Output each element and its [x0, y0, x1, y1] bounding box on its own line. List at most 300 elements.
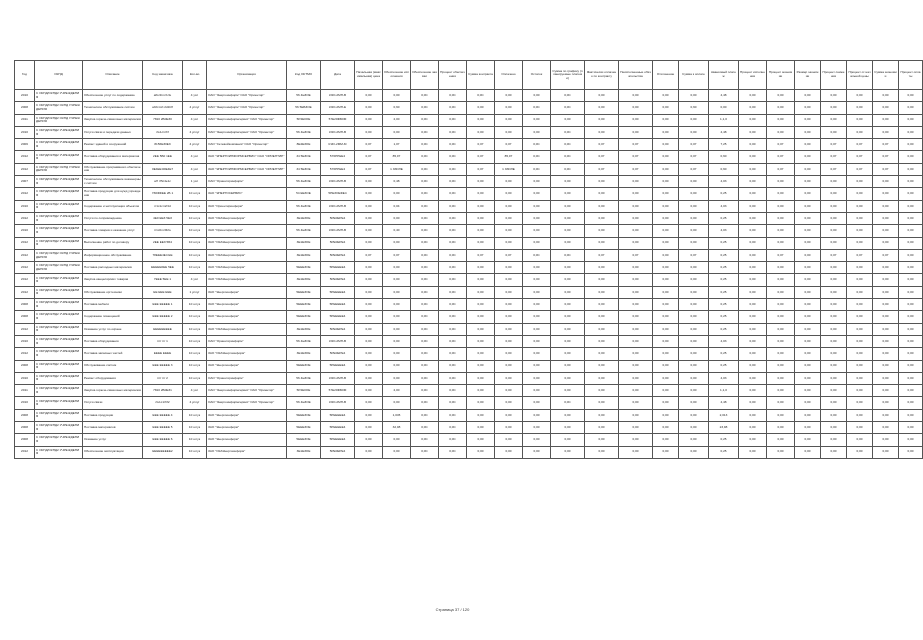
table-cell: Поставка товаров и оказание услуг — [83, 225, 143, 237]
table-cell: 0,00 — [767, 372, 795, 384]
table-cell: 0,00 — [821, 188, 847, 200]
column-header: Обеспечение заявки — [411, 61, 439, 90]
table-cell: ОАО "Энергоинформ" ОАО "Ориентир" — [207, 102, 287, 114]
table-cell: 0,00 — [679, 262, 709, 274]
table-cell: 0,00 — [383, 372, 411, 384]
table-cell: 0,00 — [795, 102, 821, 114]
table-cell: 0,00 — [899, 299, 923, 311]
table-cell: 56 4мЗОЕ — [287, 126, 321, 138]
table-cell: Техническое обслуживание систем — [83, 102, 143, 114]
table-cell: 2,00 — [383, 114, 411, 126]
table-cell: 0,00 — [847, 311, 873, 323]
table-cell: 0,00 — [355, 237, 383, 249]
table-cell: 0,00 — [551, 212, 585, 224]
table-cell: 0,00 — [739, 446, 767, 458]
table-cell: 2012 — [15, 249, 35, 261]
table-cell: 0,07 — [821, 139, 847, 151]
table-cell: 0,07 — [679, 163, 709, 175]
table-cell: 7810 2Б0ЕЗ1 — [143, 385, 183, 397]
column-header: Оплачено — [495, 61, 523, 90]
table-cell: 0,00 — [585, 335, 619, 347]
table-cell: 85,07 — [495, 151, 523, 163]
table-cell: 2ЕЕ 5Б0 1ЕЕ — [143, 151, 183, 163]
table-cell: 10 штук — [183, 434, 207, 446]
table-cell: ЕЕЕ ЕЕЕЕЕ 4 — [143, 409, 183, 421]
table-cell: 0,00 — [739, 323, 767, 335]
table-cell: 34 5ЕЗОЕ — [287, 151, 321, 163]
table-cell: 0,25 — [709, 434, 739, 446]
column-header: Фактически оплачено по контракту — [585, 61, 619, 90]
table-cell: 0,00 — [821, 311, 847, 323]
table-cell: 0,00 — [821, 286, 847, 298]
table-cell: 0,00 — [679, 348, 709, 360]
table-cell: 0,00 — [821, 102, 847, 114]
table-cell: 3Е1ЕЗОЕ — [287, 348, 321, 360]
table-cell: 0,00 — [467, 176, 495, 188]
table-cell: 0,48 — [383, 176, 411, 188]
table-cell: Оказание услуг — [83, 434, 143, 446]
table-cell: 5ЕЕЕЗОЕ — [287, 299, 321, 311]
table-cell: 0,00 — [795, 274, 821, 286]
table-cell: 0,00 — [795, 323, 821, 335]
table-cell: 0,00 — [585, 114, 619, 126]
table-cell: 0,00 — [899, 385, 923, 397]
table-cell: 0,00 — [873, 446, 899, 458]
table-cell: 0,00 — [653, 249, 679, 261]
table-cell: 0,00 — [523, 335, 551, 347]
table-cell: ЕЕ ЕЕЕ ЕЕЕ — [143, 286, 183, 298]
table-cell: 0,00 — [795, 311, 821, 323]
table-cell: 0,0С — [439, 163, 467, 175]
table-cell: С ОКПД/ОКПД2 ОКПД УЧРЕЖДЕНИЯ — [35, 102, 83, 114]
table-cell: Поставка продукции — [83, 409, 143, 421]
table-cell: 0,00 — [795, 90, 821, 102]
table-cell: 0,0С — [551, 163, 585, 175]
column-header: Кол-во — [183, 61, 207, 90]
table-cell: 0,00 — [523, 299, 551, 311]
table-cell: 0,00 — [467, 348, 495, 360]
table-cell: 0,00 — [585, 212, 619, 224]
table-cell: 0,00 — [653, 385, 679, 397]
table-cell: 10 штук — [183, 422, 207, 434]
table-cell: 0,00 — [619, 274, 653, 286]
table-cell: 0,0С — [439, 274, 467, 286]
table-cell: 0,00 — [899, 409, 923, 421]
table-cell: 0,07 — [585, 163, 619, 175]
table-cell: 0,25 — [709, 274, 739, 286]
table-cell: rr1c0mrf4rfe — [143, 225, 183, 237]
table-cell: 0,00 — [619, 323, 653, 335]
column-header: Код заказчика — [143, 61, 183, 90]
table-cell: 2011 — [15, 114, 35, 126]
table-cell: Поставка расходных материалов — [83, 262, 143, 274]
table-cell: 0,00 — [899, 90, 923, 102]
table-cell: 0,0С — [439, 360, 467, 372]
table-cell: 0,00 — [523, 90, 551, 102]
table-row — [15, 372, 923, 384]
table-cell: 0,00 — [873, 262, 899, 274]
table-cell: 0,00 — [767, 360, 795, 372]
table-cell: 0,00 — [739, 200, 767, 212]
table-cell: 0,00 — [899, 188, 923, 200]
table-cell: 0,00 — [383, 348, 411, 360]
table-cell: 0,00 — [467, 200, 495, 212]
table-cell: 0,0С — [411, 139, 439, 151]
table-cell: ЕЕЕ ЕЕЕЕЕ 1 — [143, 299, 183, 311]
column-header: Год — [15, 61, 35, 90]
table-cell: С ОКПД/ОКПД2 УЧРЕЖДЕНИЯ — [35, 286, 83, 298]
table-cell: 0,00 — [679, 446, 709, 458]
table-cell: 576РРЕЕ4 — [321, 151, 355, 163]
table-cell: 0,25 — [709, 212, 739, 224]
table-cell: 0,00 — [767, 446, 795, 458]
table-cell: 0,00 — [619, 102, 653, 114]
table-cell: 0,00 — [523, 188, 551, 200]
page-number: Страница 37 / 120 — [435, 607, 470, 612]
table-cell: 0,00 — [821, 372, 847, 384]
table-cell: 0,00 — [495, 360, 523, 372]
table-cell: 0,00 — [679, 409, 709, 421]
table-cell: 0,00 — [495, 200, 523, 212]
table-cell: 0,00 — [899, 151, 923, 163]
table-cell: ЕЕЕ ЕЕЕЕЕ 3 — [143, 360, 183, 372]
table-cell: 0,0С — [411, 335, 439, 347]
table-cell: 0,00 — [619, 446, 653, 458]
table-cell: 7З0ФФЕЕ 2Б 1 — [143, 188, 183, 200]
table-cell: 56 4мЗОЕ — [287, 335, 321, 347]
table-cell: 0,07 — [619, 151, 653, 163]
table-row — [15, 446, 923, 458]
table-cell: 0,00 — [767, 200, 795, 212]
table-cell: 0,0С — [411, 126, 439, 138]
table-cell: 0,00 — [653, 299, 679, 311]
table-cell: 0,00 — [653, 114, 679, 126]
table-cell: 0,00 — [767, 348, 795, 360]
table-cell: 4 услуг — [183, 397, 207, 409]
table-cell: 0,07 — [873, 249, 899, 261]
table-cell: ЕЕЕЕЕЕЕЕЕ — [143, 323, 183, 335]
table-cell: ЗАО "Ориентиринформ" — [207, 225, 287, 237]
table-cell: 0,00 — [873, 102, 899, 114]
table-cell: 0,00 — [653, 397, 679, 409]
table-cell: 0,00 — [767, 126, 795, 138]
table-cell: 0,00 — [739, 176, 767, 188]
table-cell: 0,00 — [585, 188, 619, 200]
table-cell: 0,00 — [355, 126, 383, 138]
table-cell: 0,07 — [467, 249, 495, 261]
column-header: Процент исполнения — [739, 61, 767, 90]
table-cell: 0,00 — [873, 335, 899, 347]
table-cell: 0,0С — [411, 212, 439, 224]
table-cell: 0,00 — [383, 262, 411, 274]
table-cell: 0,00 — [383, 299, 411, 311]
table-row — [15, 348, 923, 360]
table-cell: 0,0С — [439, 102, 467, 114]
table-cell: 10 штук — [183, 212, 207, 224]
table-cell: 0,00 — [619, 188, 653, 200]
table-cell: 0,00 — [873, 385, 899, 397]
column-header: Размер экономии — [795, 61, 821, 90]
table-cell: ЗАО "Энергоинформ" — [207, 422, 287, 434]
table-cell: 5ЕЕЕЗОЕ — [287, 262, 321, 274]
table-row — [15, 397, 923, 409]
table-cell: 0,00 — [679, 434, 709, 446]
table-cell: 0,00 — [679, 360, 709, 372]
table-cell: 0,00 — [523, 237, 551, 249]
table-cell: 0,0С — [411, 286, 439, 298]
table-cell: С ОКПД/ОКПД2 УЧРЕЖДЕНИЯ — [35, 397, 83, 409]
table-cell: 5РЕ0ЕРЕ4 — [321, 446, 355, 458]
table-cell: 0,00 — [821, 348, 847, 360]
table-cell: ЗАО "ОКАЭнергоинформ" — [207, 323, 287, 335]
table-cell: 0,07 — [821, 249, 847, 261]
table-cell: 0,00 — [619, 372, 653, 384]
table-cell: 0,00 — [585, 176, 619, 188]
table-cell: 10 штук — [183, 335, 207, 347]
table-cell: 4 усл — [183, 151, 207, 163]
column-header: Обеспечение исполнения — [383, 61, 411, 90]
table-cell: Содержание помещений — [83, 311, 143, 323]
table-cell: 0,00 — [795, 385, 821, 397]
table-cell: С ОКПД/ОКПД2 УЧРЕЖДЕНИЯ — [35, 126, 83, 138]
table-cell: 0,00 — [383, 188, 411, 200]
table-cell: С ОКПД/ОКПД2 УЧРЕЖДЕНИЯ — [35, 299, 83, 311]
table-cell: 0,07 — [619, 163, 653, 175]
table-cell: 0,00 — [523, 225, 551, 237]
table-cell: С ОКПД/ОКПД2 УЧРЕЖДЕНИЯ — [35, 360, 83, 372]
table-cell: 0,0С — [439, 90, 467, 102]
table-cell: 10 штук — [183, 262, 207, 274]
table-row — [15, 422, 923, 434]
table-cell: Техническое обслуживание инженерных систем — [83, 176, 143, 188]
table-cell: 0,07 — [679, 139, 709, 151]
table-cell: 0,00 — [523, 200, 551, 212]
table-cell: 0,0С — [439, 434, 467, 446]
table-cell: 5ЕЕЕЗОЕ — [287, 409, 321, 421]
table-cell: 0,00 — [495, 237, 523, 249]
table-cell: С ОКПД/ОКПД2 УЧРЕЖДЕНИЯ — [35, 90, 83, 102]
table-cell: Содержание и эксплуатация объектов — [83, 200, 143, 212]
table-cell: 0,00 — [739, 409, 767, 421]
table-cell: 2010 — [15, 372, 35, 384]
table-cell: Обслуживание оргтехники — [83, 286, 143, 298]
table-cell: 0,00 — [873, 397, 899, 409]
table-cell: 54 ЕЕЗОЕ — [287, 188, 321, 200]
table-cell: 0,00 — [739, 102, 767, 114]
table-cell: ЗАО "ЭНЕРГОИНФОРМСЕРВИС" ОАО "ОРИЕНТИР" — [207, 163, 287, 175]
table-cell: 0,00 — [847, 262, 873, 274]
table-row — [15, 188, 923, 200]
table-cell: 0,00 — [767, 385, 795, 397]
table-cell: 0,00 — [495, 422, 523, 434]
table-cell: 0,00 — [767, 188, 795, 200]
table-cell: 0,0С — [411, 397, 439, 409]
table-cell: 0,00 — [739, 348, 767, 360]
table-cell: 0,25 — [709, 446, 739, 458]
table-cell: 0,07 — [679, 249, 709, 261]
table-cell: 0,00 — [551, 200, 585, 212]
table-cell: 2011 — [15, 385, 35, 397]
table-cell: 5Р4Е0ОЕ — [287, 385, 321, 397]
table-cell: 2012 — [15, 286, 35, 298]
data-table — [14, 60, 923, 459]
table-cell: 0,00 — [355, 299, 383, 311]
column-header: Авансовый платеж — [709, 61, 739, 90]
table-cell: 0,00 — [495, 126, 523, 138]
table-cell: Закупка горюче-смазочных материалов — [83, 114, 143, 126]
table-cell: 2012 — [15, 446, 35, 458]
table-cell: 0,00 — [873, 409, 899, 421]
table-cell: 10 штук — [183, 225, 207, 237]
table-cell: 0,00 — [383, 212, 411, 224]
table-cell: 0,0С — [411, 249, 439, 261]
table-cell: 0,00 — [679, 90, 709, 102]
table-cell: 0,00 — [899, 176, 923, 188]
table-cell: 0,00 — [709, 102, 739, 114]
table-cell: 0,00 — [899, 372, 923, 384]
column-header: Остаток — [523, 61, 551, 90]
table-cell: 0,00 — [551, 262, 585, 274]
table-cell: 0,00 — [847, 372, 873, 384]
table-cell: 0,00 — [619, 422, 653, 434]
table-cell: 0,00 — [585, 262, 619, 274]
table-cell: 0,0С — [411, 274, 439, 286]
table-cell: 10 штук — [183, 299, 207, 311]
column-header: Сумма экономии — [873, 61, 899, 90]
table-cell: 10 штук — [183, 311, 207, 323]
table-row — [15, 335, 923, 347]
table-cell: 4,48 — [709, 126, 739, 138]
table-cell: 0,00 — [739, 397, 767, 409]
table-cell: 0,00 — [551, 274, 585, 286]
table-cell: 57Е20ФБ0М — [321, 114, 355, 126]
table-cell: 4 усл — [183, 385, 207, 397]
table-cell: 5РЕ0ЕРЕ4 — [321, 212, 355, 224]
table-cell: 0,00 — [585, 323, 619, 335]
table-cell: 0,00 — [899, 286, 923, 298]
column-header: Процент экономии — [767, 61, 795, 90]
table-cell: КЭО-2МН-В — [321, 225, 355, 237]
table-cell: 4 усл — [183, 163, 207, 175]
table-cell: 0,00 — [847, 200, 873, 212]
table-cell: 0,00 — [523, 348, 551, 360]
table-cell: 0,00 — [495, 212, 523, 224]
table-cell: С ОКПД/ОКПД2 УЧРЕЖДЕНИЯ — [35, 200, 83, 212]
table-cell: ОАО "Энергоинформ" ОАО "Ориентир" — [207, 90, 287, 102]
table-cell: 0,00 — [467, 212, 495, 224]
table-cell: 1,1,0 — [709, 114, 739, 126]
table-cell: Поставка оборудования и материалов — [83, 151, 143, 163]
table-cell: 0,00 — [355, 102, 383, 114]
table-cell: 0,00 — [619, 237, 653, 249]
table-cell: 0,00 — [585, 446, 619, 458]
table-cell: 0,00 — [653, 360, 679, 372]
table-cell: 0,00 — [653, 409, 679, 421]
table-cell: 0,0С — [411, 237, 439, 249]
table-cell: Обслуживание систем — [83, 360, 143, 372]
table-cell: 0,00 — [523, 286, 551, 298]
table-cell: 0,0С — [439, 262, 467, 274]
table-cell: 32,08 — [383, 422, 411, 434]
table-cell: 1,1,0 — [709, 385, 739, 397]
table-cell: 0,07 — [585, 249, 619, 261]
table-cell: 56 4мЗОЕ — [287, 200, 321, 212]
table-cell: 0,00 — [899, 163, 923, 175]
table-cell: 1 ЗЗОЛЕ — [383, 163, 411, 175]
table-row — [15, 200, 923, 212]
table-cell: 0,00 — [653, 212, 679, 224]
table-cell: 0,00 — [767, 237, 795, 249]
table-cell: 0,00 — [739, 274, 767, 286]
table-cell: Поставка продукции для нужд учреждения — [83, 188, 143, 200]
table-cell: 0,00 — [653, 139, 679, 151]
table-cell: 2012 — [15, 212, 35, 224]
table-cell: 0,00 — [355, 286, 383, 298]
table-cell: 0,00 — [847, 212, 873, 224]
table-cell: 0,00 — [847, 286, 873, 298]
table-cell: 0,00 — [847, 176, 873, 188]
table-cell: 0,00 — [795, 176, 821, 188]
table-cell: 5ЕЕЕЗОЕ — [287, 286, 321, 298]
table-cell: 3Е1ЕЗОЕ — [287, 274, 321, 286]
table-row — [15, 249, 923, 261]
table-cell: 0,00 — [619, 434, 653, 446]
table-cell: 0,00 — [355, 311, 383, 323]
table-cell: 0,00 — [873, 422, 899, 434]
column-header: ОКПД — [35, 61, 83, 90]
table-cell: 0,00 — [495, 385, 523, 397]
table-row — [15, 151, 923, 163]
table-cell: 0,07 — [821, 151, 847, 163]
table-cell: 0,60 — [383, 102, 411, 114]
table-cell: 0,00 — [821, 299, 847, 311]
table-row — [15, 311, 923, 323]
table-cell: 0,00 — [739, 114, 767, 126]
table-header-row — [15, 61, 923, 90]
table-cell: 10 штук — [183, 188, 207, 200]
table-cell: 0,00 — [495, 188, 523, 200]
table-cell: 0,0С — [439, 397, 467, 409]
table-cell: 0,00 — [523, 126, 551, 138]
table-cell: 0,00 — [585, 200, 619, 212]
table-cell: 0,0С — [439, 176, 467, 188]
table-cell: 0,00 — [653, 323, 679, 335]
table-cell: 0,0С — [439, 311, 467, 323]
table-cell: 0,00 — [679, 385, 709, 397]
table-cell: 0,00 — [355, 323, 383, 335]
table-cell: 0,00 — [653, 102, 679, 114]
table-cell: ЕЕЕЕЕ0ЕЕ 5ЕЕ — [143, 262, 183, 274]
table-cell: 0,00 — [467, 409, 495, 421]
table-cell: 0,00 — [739, 139, 767, 151]
table-cell: 0,0С — [551, 151, 585, 163]
table-cell: 0,0С — [439, 335, 467, 347]
table-cell: 0,0С — [411, 102, 439, 114]
table-cell: 0,00 — [355, 422, 383, 434]
table-cell: ЗАО "ОКАЭнергоинформ" — [207, 212, 287, 224]
table-cell: 2006 — [15, 139, 35, 151]
table-cell: 0,00 — [679, 188, 709, 200]
table-cell: 0,00 — [767, 397, 795, 409]
table-cell: 2,00 — [383, 385, 411, 397]
table-cell: 576РРЕЕ4 — [321, 163, 355, 175]
table-cell: 0,00 — [873, 323, 899, 335]
table-cell: 0,00 — [653, 262, 679, 274]
table-cell: 0,00 — [795, 434, 821, 446]
table-cell: 0,00 — [467, 126, 495, 138]
table-cell: Поставка запасных частей — [83, 348, 143, 360]
table-cell: 0,00 — [585, 102, 619, 114]
